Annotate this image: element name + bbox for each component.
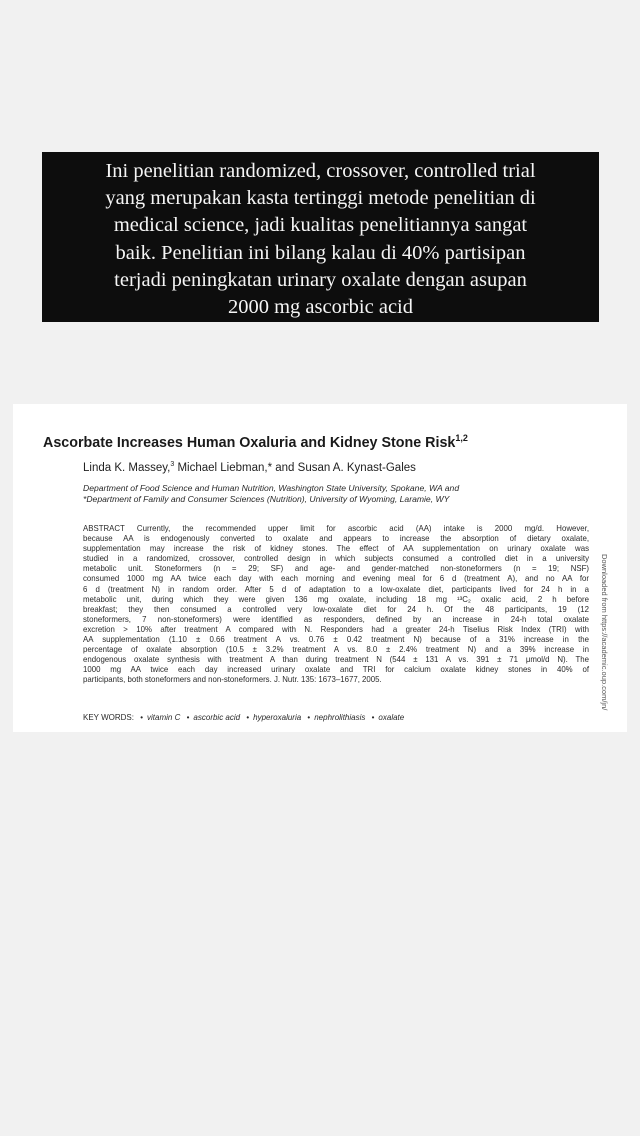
bullet-icon: • bbox=[307, 713, 311, 722]
abstract-line: endogenous oxalate synthesis with treatment A than during treatment N (544 ± 131 A vs. 391 ± 71 μmol/d N). The bbox=[83, 655, 589, 665]
abstract-line: participants, both stoneformers and non-stoneformers. J. Nutr. 135: 1673–1677, 2005. bbox=[83, 675, 382, 685]
author-footnote-marker: 3 bbox=[170, 461, 175, 468]
bullet-icon: • bbox=[140, 713, 144, 722]
caption-line: terjadi peningkatan urinary oxalate dengan asupan bbox=[114, 268, 527, 291]
abstract-line: because AA is endogenously converted to oxalate and appears to increase the absorption of dietary oxalate, bbox=[83, 534, 589, 544]
abstract-line: 1000 mg AA twice each day increased urinary oxalate and TRI for calcium oxalate kidney stones in 40% of bbox=[83, 665, 589, 675]
paper-authors bbox=[83, 461, 416, 474]
bullet-icon: • bbox=[246, 713, 250, 722]
paper-keywords bbox=[83, 713, 404, 722]
keyword: oxalate bbox=[378, 713, 405, 722]
paper-abstract bbox=[83, 524, 589, 686]
author-rest: Michael Liebman,* and Susan A. Kynast-Gales bbox=[174, 461, 416, 474]
keyword: nephrolithiasis bbox=[314, 713, 366, 722]
paper-affiliations bbox=[83, 483, 459, 505]
download-watermark: Downloaded from https://academic.oup.com/jn/ bbox=[600, 554, 609, 711]
bullet-icon: • bbox=[186, 713, 190, 722]
abstract-line: breakfast; they then consumed a controlled very low-oxalate diet for 24 h. Of the 48 participants, 19 (12 bbox=[83, 604, 589, 614]
abstract-line: metabolic unit. Stoneformers (n = 29; SF) and age- and gender-matched non-stoneformers (n = 19; NSF) bbox=[83, 564, 589, 574]
paper-excerpt bbox=[13, 404, 627, 732]
abstract-line: studied in a randomized, crossover, controlled design in which subjects consumed a controlled diet in a university bbox=[83, 554, 589, 564]
abstract-line: consumed 1000 mg AA twice each day with each morning and evening meal for 6 d (treatment A), and no AA for bbox=[83, 574, 589, 584]
abstract-line: metabolic unit, during which they were given 136 mg oxalate, including 18 mg ¹³C₂ oxalic acid, 2 h before bbox=[83, 594, 589, 604]
caption-line: Ini penelitian randomized, crossover, controlled trial bbox=[105, 160, 536, 182]
affiliation-line: Department of Food Science and Human Nutrition, Washington State University, Spokane, WA and bbox=[83, 483, 460, 493]
affiliation-line: *Department of Family and Consumer Sciences (Nutrition), University of Wyoming, Laramie, WY bbox=[83, 494, 450, 504]
keyword: ascorbic acid bbox=[193, 713, 241, 722]
abstract-line: 6 d (treatment N) in random order. After 5 d of adaptation to a low-oxalate diet, participants lived for 24 h in a bbox=[83, 584, 589, 594]
bullet-icon: • bbox=[371, 713, 375, 722]
caption-line: baik. Penelitian ini bilang kalau di 40% partisipan bbox=[115, 241, 526, 264]
author-first: Linda K. Massey, bbox=[83, 461, 171, 474]
caption-line: 2000 mg ascorbic acid bbox=[227, 296, 413, 319]
abstract-line: excretion > 10% after treatment A compared with N. Responders had a greater 24-h Tiselius Risk Index (TRI) with bbox=[83, 624, 589, 634]
abstract-line: stoneformers, 7 non-stoneformers) were identified as responders, defined by an increase in 24-h total oxalate bbox=[83, 614, 589, 624]
title-footnote-marker: 1,2 bbox=[455, 433, 468, 443]
caption-line: yang merupakan kasta tertinggi metode penelitian di bbox=[105, 187, 536, 210]
caption-line: medical science, jadi kualitas penelitiannya sangat bbox=[113, 214, 528, 237]
keywords-label: KEY WORDS: bbox=[83, 713, 134, 722]
paper-title-text: Ascorbate Increases Human Oxaluria and Kidney Stone Risk bbox=[43, 434, 456, 451]
abstract-line: AA supplementation (1.10 ± 0.66 treatment A vs. 0.76 ± 0.42 treatment N) because of a 31% increase in the bbox=[83, 635, 589, 645]
keyword: vitamin C bbox=[147, 713, 181, 722]
caption-box bbox=[42, 152, 599, 322]
abstract-line: supplementation may increase the risk of kidney stones. The effect of AA supplementation on urinary oxalate was bbox=[83, 544, 589, 554]
abstract-line: ABSTRACT Currently, the recommended upper limit for ascorbic acid (AA) intake is 2000 mg/d. However, bbox=[83, 524, 589, 533]
abstract-line: percentage of oxalate absorption (10.5 ± 3.2% treatment A vs. 8.0 ± 2.4% treatment N) and a 39% increase in bbox=[83, 645, 589, 655]
keyword: hyperoxaluria bbox=[253, 713, 302, 722]
paper-title bbox=[43, 433, 468, 451]
